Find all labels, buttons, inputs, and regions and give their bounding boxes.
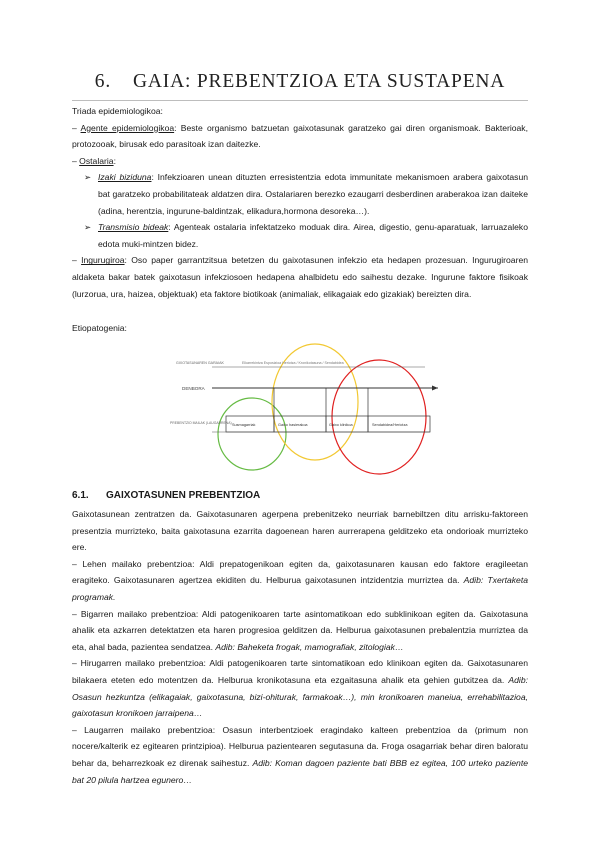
bigarren-lead: – Bigarren mailako prebentzioa xyxy=(72,608,196,619)
bigarren-example: Adib: Baheketa frogak, mamografiak, zitologiak… xyxy=(215,641,404,652)
label-top-row: Elkarrekintza Esposizioa Heriotza / Kronikotasuna / Sendabidea xyxy=(242,361,344,365)
agente-term: Agente epidemiologikoa xyxy=(80,122,175,133)
label-bottom-left: PREBENTZIO MAILAK (LAUGARRENA) xyxy=(170,421,232,425)
bigarren-text: : Aldi patogenikoaren tarte asintomatikoan edo subklinikoan egiten da. Gaixotasuna ahalik eta azkarren detektatzen eta haren progresioa gelditzen da. Helburua gaixotasunen prebalentzia murriztea da eta, ahal bada, pazientea sendatzea. xyxy=(72,608,528,652)
agente-paragraph xyxy=(72,120,528,153)
transmisio-text: : Agenteak ostalaria infektatzeko moduak dira. Airea, digestio, genu-aparatuak, larruazaleko edota muki-mintzen bidez. xyxy=(98,222,529,249)
ingurugiroa-dash: – xyxy=(72,255,82,266)
section-heading xyxy=(72,490,260,501)
ostalaria-colon: : xyxy=(113,155,116,166)
lehen-example: Adib: Txertaketa programak. xyxy=(72,575,528,602)
etiopatogenia-heading: Etiopatogenia: xyxy=(72,323,127,333)
agente-dash: – xyxy=(72,122,81,133)
izaki-text: : Infekzioaren unean dituzten erresistentzia edota immunitate mekanismoen arabera gaixotasun bat garatzeko probabilitateak aldatzen dira. Ostalariaren berezko ezaugarri desberdinen araberakoa izan daiteke (adina, herentzia, ingurune-baldintzak, elikadura,hormona desoreka…). xyxy=(98,172,528,216)
box-2-label: Gaixo hasierakoa xyxy=(278,423,308,427)
chapter-title: GAIA: PREBENTZIOA ETA SUSTAPENA xyxy=(133,71,506,92)
izaki-bullet xyxy=(72,169,528,219)
triada-heading: Triada epidemiologikoa: xyxy=(72,106,163,116)
box-1-label: Susmagarriak xyxy=(232,423,256,427)
laugarren-text: : Osasun interbentzioek eragindako kalteen prebentzioa da (primum non nocere/kalterik ez egitearen printzipioa). Helburua pazientearen segutasuna da. Froga osagarriak behar diren baloratu behar da, beharrezkoak ez direnak saihestuz. xyxy=(72,724,528,768)
hirugarren-lead: – Hirugarren mailako prebentzioa xyxy=(72,658,204,669)
arrow-bullet-icon: ➢ xyxy=(84,222,92,233)
hirugarren-text: : Aldi patogenikoaren tarte sintomatikoan edo klinikoan egiten da. Gaixotasunaren bilakaera eteten edo motentzen da. Helburua kronikotasuna eta ezgaitasuna ahalik eta gehien gutxitzea da. xyxy=(72,658,528,685)
ostalaria-term: Ostalaria xyxy=(79,155,114,166)
bigarren-paragraph xyxy=(72,606,528,656)
hirugarren-paragraph xyxy=(72,655,528,721)
laugarren-lead: – Laugarren mailako prebentzioa xyxy=(72,724,213,735)
red-circle xyxy=(332,360,426,474)
laugarren-example: Adib: Koman dagoen paziente bati BBB ez egitea, 100 urteko paziente bat 20 pilula hartzea egunero… xyxy=(72,757,528,785)
section-number: 6.1. xyxy=(72,490,89,501)
arrow-bullet-icon: ➢ xyxy=(84,172,92,183)
title-divider xyxy=(72,100,528,101)
ostalaria-paragraph xyxy=(72,153,528,170)
agente-text: : Beste organismo batzuetan gaixotasunak garatzeko gai diren organismoak. Bakterioak, protozooak, birusak edo parasitoak izan daitezke. xyxy=(72,122,528,150)
laugarren-paragraph xyxy=(72,722,528,788)
ostalaria-dash: – xyxy=(72,155,80,166)
box-3-label: Gaixo klinikoa xyxy=(329,423,353,427)
triada-block xyxy=(72,103,528,302)
lehen-lead: – Lehen mailako prebentzioa xyxy=(72,558,193,569)
ingurugiroa-paragraph xyxy=(72,252,528,302)
section-title: GAIXOTASUNEN PREBENTZIOA xyxy=(106,490,261,501)
ingurugiroa-text: : Oso paper garrantzitsua betetzen du gaixotasunen infekzio eta hedapen prozesuan. Ingurugiroaren aldaketa bakar batek gaixotasun infekziosoen hedapena ahalbidetu edo saihestu dezake. Ingurune faktore fisikoak (lurzorua, ura, haizea, objektuak) eta faktore biotikoak (animaliak, elikagaiak edo gizakiak) bereizten dira. xyxy=(72,255,528,299)
ingurugiroa-term: Ingurugiroa xyxy=(81,255,125,266)
label-top-left: GIXOTASUNAREN GARAIAK xyxy=(176,361,224,365)
chapter-number: 6. xyxy=(94,71,112,92)
green-circle xyxy=(218,398,286,470)
section-intro: Gaixotasunean zentratzen da. Gaixotasunaren agerpena prebenitzeko neurriak barnebiltzen ditu arrisku-faktoreen presentzia murrizteko, baita gaixotasuna ezarrita dagoenean haren aurrerapena gelditzeko eta ondorioak murrizteko ere. xyxy=(72,509,528,553)
hirugarren-example: Adib: Osasun hezkuntza (elikagaiak, gaixotasuna, bizi-ohiturak, farmakoak…), min kronikoaren maneiua, errehabilitazioa, gaixotasun kronikoen jarraipena… xyxy=(72,674,528,719)
izaki-term: Izaki biziduna xyxy=(98,172,152,183)
prevention-block xyxy=(72,506,528,788)
lehen-text: : Aldi prepatogenikoan egiten da, gaixotasunaren kausan edo faktore eragileetan eragiteko. Gaixotasunaren agertzea ekiditen du. Helburua gaixotasunen intzidentzia murriztea da. xyxy=(72,558,528,586)
transmisio-term: Transmisio bideak xyxy=(98,222,169,233)
lehen-paragraph xyxy=(72,556,528,606)
etiopatogenia-diagram xyxy=(170,342,440,477)
time-arrow-icon xyxy=(432,386,438,391)
label-mid-left: DENBORA xyxy=(182,386,205,391)
box-4-label: Sendabidea/Heriotza xyxy=(372,423,408,427)
transmisio-bullet xyxy=(72,219,528,252)
page-title xyxy=(0,71,600,93)
